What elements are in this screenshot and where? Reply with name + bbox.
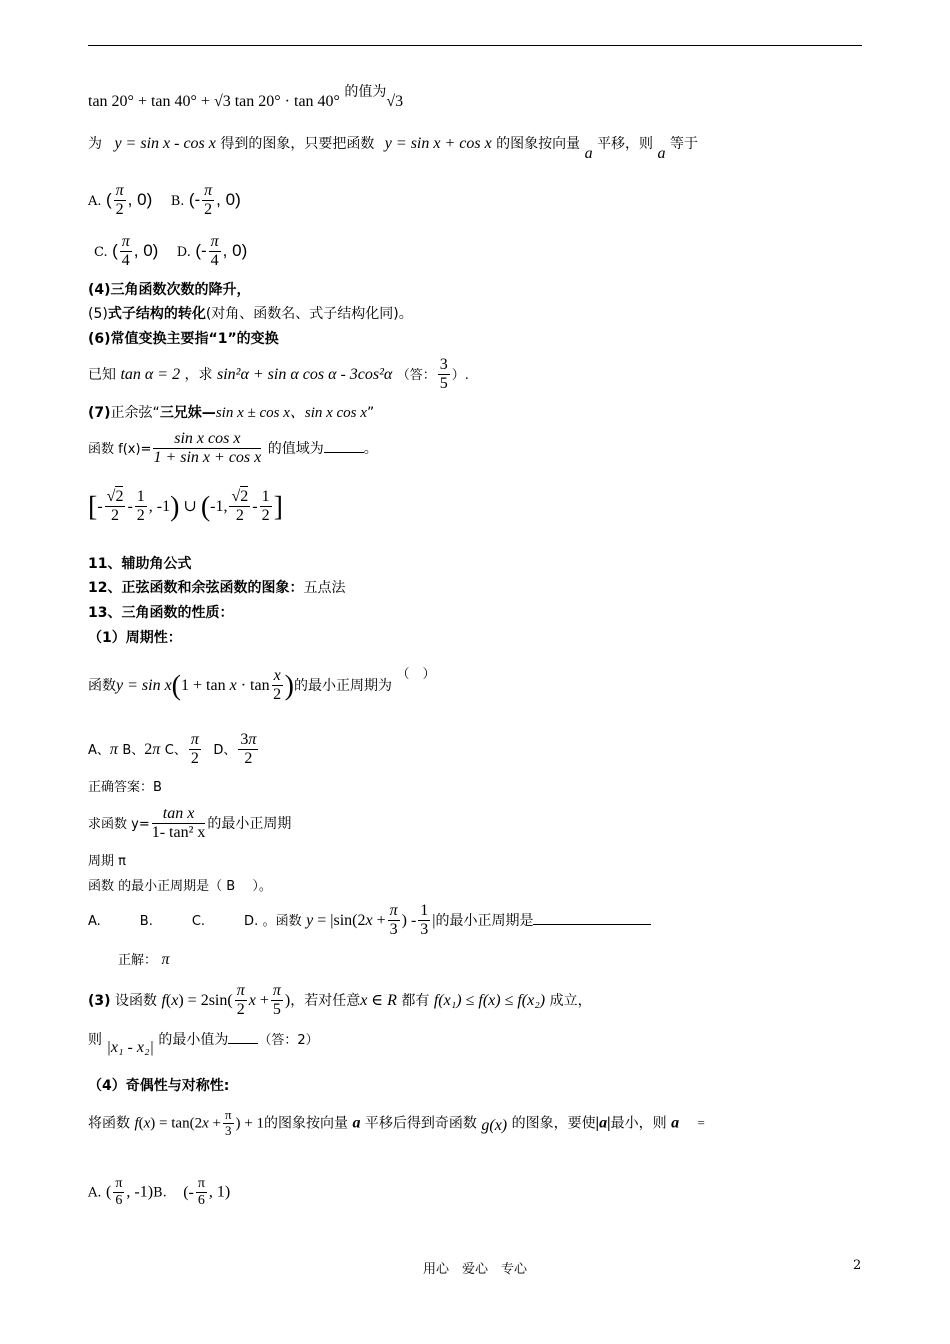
text-find: ，求 xyxy=(184,366,213,383)
text-period: 。 xyxy=(363,440,378,457)
expr-y2: y = sin x + cos x xyxy=(384,135,492,152)
page-number: 2 xyxy=(853,1258,862,1273)
opt-b: B、 xyxy=(122,742,145,758)
question-range xyxy=(88,430,378,468)
q3-text: 设函数 xyxy=(115,992,157,1009)
heading-13-1: （1）周期性： xyxy=(88,630,182,646)
q3b-answer: （答：2） xyxy=(258,1033,319,1048)
answer-2: 周期 π xyxy=(88,854,126,869)
text-range: 的值域为 xyxy=(267,440,324,457)
footer-motto: 用心 爱心 专心 xyxy=(422,1262,527,1277)
heading-12-title: 12、正弦函数和余弦函数的图象： xyxy=(88,580,304,596)
options-odd: A. ( $\frac{\pi}{6}$ , -1)B. (- $\frac{\pi}{6}$ , 1) xyxy=(88,1176,231,1209)
text-min-period-4: 的最小正周期是 xyxy=(435,912,534,929)
question-3: (3) 设函数 f(x) = 2sin( $\frac{\pi}{2}$ x + $\frac{\pi}{5}$ )，若对任意x ∈ R 都有 f(x₁) ≤ f(x) ≤ f(x₂) 成立， xyxy=(88,982,592,1019)
text-min-period: 的最小正周期为 xyxy=(294,677,392,694)
frac-den: 1 + sin x + cos x xyxy=(153,449,262,467)
odd-eq: = xyxy=(697,1115,705,1131)
odd-text-5: 最小，则 xyxy=(610,1115,667,1132)
heading-11: 11、辅助角公式 xyxy=(88,556,192,572)
option-d-label: D. xyxy=(176,244,191,260)
section-4: (4)三角函数次数的降升， xyxy=(88,282,251,298)
line-2 xyxy=(88,134,698,162)
heading-13-4: （4）奇偶性与对称性: xyxy=(88,1078,230,1094)
q3-all: 都有 xyxy=(401,992,430,1009)
q3-ineq: f(x₁) ≤ f(x) ≤ f(x₂) xyxy=(433,991,546,1009)
odd-text-2: 的图象按向量 xyxy=(264,1115,349,1132)
frac2-den: 1- tan² x xyxy=(151,824,206,842)
heading-12 xyxy=(88,580,345,598)
heading-13: 13、三角函数的性质： xyxy=(88,605,234,621)
text-wei: 为 xyxy=(88,136,102,152)
answer-4-value: π xyxy=(161,951,170,968)
odd-text-1: 将函数 xyxy=(88,1115,130,1132)
option-c-label: C. xyxy=(94,244,108,260)
text-vector: 的图象按向量 xyxy=(496,136,581,152)
question-3b xyxy=(88,1030,319,1056)
q3-holds: 成立， xyxy=(549,992,592,1009)
frac2-num: tan x xyxy=(152,805,206,824)
text-translate: 平移，则 xyxy=(597,136,654,152)
option-a-label: A. xyxy=(88,193,102,209)
q3-cond: x ∈ R xyxy=(360,991,397,1009)
odd-vector-a: a xyxy=(352,1114,361,1132)
text-equals: 等于 xyxy=(669,136,698,152)
expr-y1: y = sin x - cos x xyxy=(114,135,216,152)
options-period: A、π B、2π C、 $\frac{\pi}{2}$ D、 $\frac{3\pi}{2}$ xyxy=(88,731,257,768)
options-abcd: A. B. C. D. xyxy=(88,913,259,929)
option-b-label: B. xyxy=(170,193,185,209)
line-1 xyxy=(88,84,404,112)
odd-opt-b: B. xyxy=(153,1185,167,1201)
text-min-period-2: 的最小正周期 xyxy=(207,815,292,832)
section-7-text: 正余弦“ xyxy=(110,405,160,421)
value-sqrt3: √3 xyxy=(386,93,404,110)
odd-text-3: 平移后得到奇函数 xyxy=(364,1115,477,1132)
options-cd: C. ( $\frac{\pi}{4}$ , 0) D. (- $\frac{\pi}{4}$ , 0) xyxy=(94,233,248,270)
frac-num: sin x cos x xyxy=(153,430,261,449)
text-func: 函数 f(x)= xyxy=(88,441,152,457)
text-shift: 得到的图象，只要把函数 xyxy=(220,136,375,152)
question-period-3: 函数 的最小正周期是（ B ）。 xyxy=(88,879,272,894)
text-func-4: 。函数 xyxy=(262,913,302,929)
header-rule xyxy=(88,45,862,46)
interval-answer: [- $\frac{√2}{2}$ - $\frac{1}{2}$ , -1) ∪ (-1, $\frac{√2}{2}$ - $\frac{1}{2}$ ] xyxy=(88,488,283,525)
expr-target: sin²α + sin α cos α - 3cos²α xyxy=(217,365,393,383)
q3-num: (3) xyxy=(88,992,111,1009)
text-given: 已知 xyxy=(88,366,116,383)
question-period-2 xyxy=(88,805,291,843)
text-value-is: 的值为 xyxy=(344,84,387,100)
opt-a: A、 xyxy=(88,742,110,758)
section-6: (6)常值变换主要指“1”的变换 xyxy=(88,331,279,347)
opt-c: C、 xyxy=(164,742,187,758)
expr-tan-sum: tan 20° + tan 40° + √3 tan 20° · tan 40° xyxy=(88,93,340,110)
text-answer: （答： xyxy=(396,367,436,383)
answer-den: 5 xyxy=(439,375,448,393)
expr-cond: tan α = 2 xyxy=(120,365,181,383)
section-7-expr: sin x ± cos x、sin x cos x xyxy=(215,405,367,421)
text-func-2: 求函数 y= xyxy=(88,816,150,832)
q3b-expr: |x₁ - x₂| xyxy=(106,1039,154,1056)
answer-4 xyxy=(118,950,169,970)
vector-a-2: a xyxy=(657,145,666,162)
options-ab: A. ( $\frac{\pi}{2}$ , 0) B. (- $\frac{\pi}{2}$ , 0) xyxy=(88,182,241,219)
question-period-4: A. B. C. D. 。函数 y = |sin(2x + $\frac{\pi}{3}$ ) - $\frac{1}{3}$ |的最小正周期是 xyxy=(88,902,651,940)
section-5-num: (5) xyxy=(88,306,108,322)
text-func-1: 函数 xyxy=(88,677,116,694)
section-5-text: (对角、函数名、式子结构化同)。 xyxy=(205,306,413,322)
odd-g: g(x) xyxy=(481,1117,508,1135)
odd-vector-a-2: a xyxy=(671,1114,680,1132)
q3-any: ，若对任意 xyxy=(290,992,361,1009)
q3b-min: 的最小值为 xyxy=(158,1032,229,1048)
opt-d: D、 xyxy=(213,742,237,758)
answer-1: 正确答案：B xyxy=(88,780,162,795)
answer-num: 3 xyxy=(438,356,450,375)
vector-a: a xyxy=(584,145,593,162)
heading-12-text: 五点法 xyxy=(303,580,346,596)
section-7-num: (7) xyxy=(88,405,111,421)
section-7 xyxy=(88,404,374,423)
text-answer-end: ）. xyxy=(451,367,469,383)
section-7-end: ” xyxy=(366,405,375,421)
section-5-bold: 式子结构的转化 xyxy=(107,306,206,322)
question-odd: 将函数 f(x) = tan(2x + $\frac{\pi}{3}$ ) + 1的图象按向量 a 平移后得到奇函数 g(x) 的图象，要使|a|最小，则 a = xyxy=(88,1107,705,1138)
question-period-1: 函数y = sin x(1 + tan x · tan $\frac{x}{2}$ )的最小正周期为 （ ） xyxy=(88,666,436,704)
answer-4-label: 正解： xyxy=(118,953,158,968)
section-7-bold: 三兄妹— xyxy=(159,405,216,421)
odd-abs-a: |a| xyxy=(595,1114,611,1132)
section-5 xyxy=(88,306,413,324)
odd-opt-a: A. xyxy=(88,1185,102,1201)
q3b-then: 则 xyxy=(88,1032,102,1048)
question-const xyxy=(88,356,469,394)
odd-text-4: 的图象，要使 xyxy=(511,1115,596,1132)
text-blank-paren: （ ） xyxy=(396,666,436,682)
